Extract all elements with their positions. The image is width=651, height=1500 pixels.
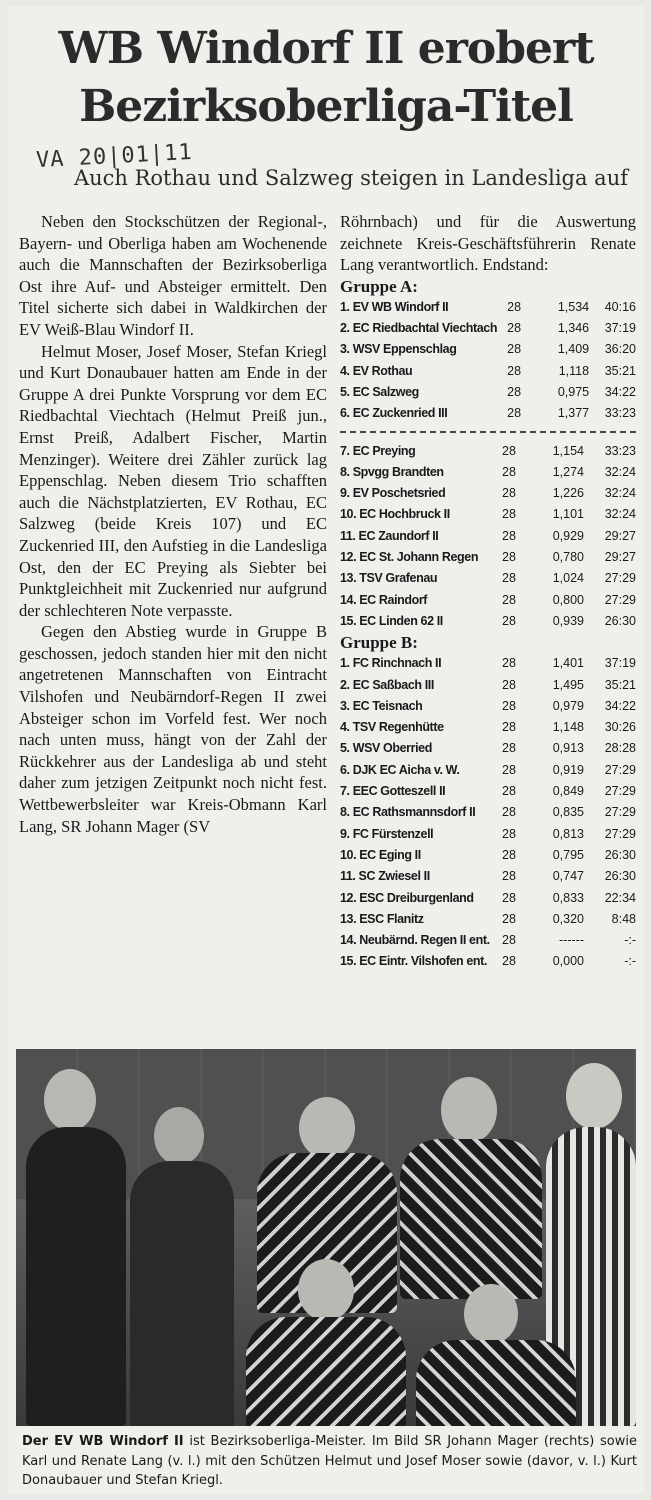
standings-score: ------ [559,933,584,948]
standings-games: 28 [502,784,516,799]
standings-row [340,547,636,568]
team-photo [16,1049,636,1426]
standings-points: 27:29 [604,805,636,820]
article-paragraph: Gegen den Abstieg wurde in Gruppe B geschossen, jedoch standen hier mit den nicht angetretenen Mannschaften von Eintracht Vilshofen und Neubärndorf-Regen II zwei Absteiger schon im Vorfeld fest. Wer noch nach unten muss, hängt von der Zahl der Rückkehrer aus der Landesliga ab und steht daher zum jetzigen Zeitpunkt noch nicht fest. Wettbewerbsleiter war Kreis-Obmann Karl Lang, SR Johann Mager (SV [19,622,327,836]
standings-points: 37:19 [604,321,636,336]
standings-row [340,568,636,589]
promotion-divider [340,431,636,433]
standings-row [340,339,636,360]
standings-row [340,866,636,887]
standings-score: 1,226 [552,486,584,501]
standings-games: 28 [502,443,516,458]
standings-points: 30:26 [604,720,636,735]
headline-line-2: Bezirksoberliga-Titel [79,81,573,132]
standings-row [340,824,636,845]
standings-row [340,675,636,696]
standings-row [340,802,636,823]
person-karl-lang [26,1059,126,1426]
standings-row [340,361,636,382]
standings-score: 0,835 [552,805,584,820]
standings-points: 26:30 [604,869,636,884]
standings-score: 0,849 [552,784,584,799]
group-a-lower-table [340,441,636,633]
standings-row [340,382,636,403]
standings-score: 1,154 [552,443,584,458]
standings-row [340,760,636,781]
standings-team: 9. EV Poschetsried [340,486,446,501]
standings-team: 8. EC Rathsmannsdorf II [340,805,476,820]
standings-games: 28 [502,805,516,820]
standings-score: 1,148 [552,720,584,735]
standings-score: 1,377 [557,406,590,421]
standings-points: 40:16 [604,299,636,314]
photo-caption [22,1432,637,1491]
standings-row [340,590,636,611]
standings-team: 14. EC Raindorf [340,592,428,607]
group-b-table [340,653,636,972]
standings-points: 26:30 [604,847,636,862]
standings-score: 0,813 [552,826,584,841]
standings-points: -:- [624,933,636,948]
standings-row [340,403,636,424]
standings-row [340,696,636,717]
standings-games: 28 [507,384,522,399]
standings-row [340,951,636,972]
standings-score: 0,000 [552,954,584,969]
standings-points: 29:27 [604,528,636,543]
standings-row [340,611,636,632]
standings-team: 7. EEC Gotteszell II [340,784,446,799]
standings-row [340,717,636,738]
standings-score: 1,534 [557,299,590,314]
standings-games: 28 [502,741,516,756]
standings-team: 11. EC Zaundorf II [340,528,439,543]
standings-score: 1,024 [552,571,584,586]
article-paragraph: Neben den Stockschützen der Regional-, Bayern- und Oberliga haben am Wochenende auch die Mannschaften der Bezirksoberliga Ost ihre Auf- und Absteiger ermittelt. Den Titel sicherte sich dabei in Waldkirchen der EV Weiß-Blau Windorf II. [19,212,327,339]
standings-team: 2. EC Riedbachtal Viechtach [340,321,498,336]
standings-row [340,888,636,909]
caption-text: ist Bezirksoberliga-Meister. Im Bild SR Johann Mager (rechts) sowie Karl und Renate Lang (v. l.) mit den Schützen Helmut und Josef Moser sowie (davor, v. l.) Kurt Donaubauer und Stefan Kriegl. [22,1434,637,1488]
standings-team: 10. EC Eging II [340,847,421,862]
standings-points: 36:20 [604,342,636,357]
standings-team: 15. EC Eintr. Vilshofen ent. [340,954,487,969]
standings-points: 37:19 [604,656,636,671]
person-kurt-donaubauer [246,1259,406,1426]
standings-games: 28 [502,933,516,948]
standings-row [340,845,636,866]
standings-team: 4. TSV Regenhütte [340,720,444,735]
article-column-right [340,211,636,973]
standings-score: 0,975 [557,384,590,399]
standings-points: 27:29 [604,826,636,841]
standings-team: 6. DJK EC Aicha v. W. [340,762,460,777]
standings-team: 10. EC Hochbruck II [340,507,450,522]
standings-row [340,318,636,339]
standings-games: 28 [502,762,516,777]
standings-team: 12. EC St. Johann Regen [340,550,479,565]
standings-score: 0,919 [552,762,584,777]
standings-score: 1,274 [552,464,584,479]
standings-team: 7. EC Preying [340,443,416,458]
standings-team: 5. WSV Oberried [340,741,432,756]
standings-games: 28 [507,321,522,336]
standings-score: 0,780 [552,550,584,565]
standings-score: 0,747 [552,869,584,884]
standings-team: 14. Neubärnd. Regen II ent. [340,933,490,948]
handwritten-date-note: VA 20|01|11 [35,139,194,174]
standings-score: 0,979 [552,698,584,713]
headline-line-1: WB Windorf II erobert [58,23,594,74]
standings-points: 35:21 [604,363,636,378]
newspaper-clipping [8,6,644,1494]
standings-games: 28 [502,592,516,607]
standings-row [340,909,636,930]
article-continuation: Röhrnbach) und für die Auswertung zeichnete Kreis-Geschäftsführerin Renate Lang verantwortlich. Endstand: [340,212,636,275]
standings-row [340,738,636,759]
standings-team: 5. EC Salzweg [340,384,419,399]
standings-row [340,781,636,802]
standings-score: 0,833 [552,890,584,905]
standings-team: 12. ESC Dreiburgenland [340,890,474,905]
person-renate-lang [126,1099,236,1426]
standings-games: 28 [502,677,516,692]
standings-team: 9. FC Fürstenzell [340,826,434,841]
standings-points: 27:29 [604,784,636,799]
article-column-left [19,211,327,837]
standings-team: 13. ESC Flanitz [340,911,424,926]
standings-score: 0,800 [552,592,584,607]
standings-row [340,462,636,483]
standings-points: 8:48 [611,911,636,926]
standings-team: 2. EC Saßbach III [340,677,434,692]
standings-team: 4. EV Rothau [340,363,413,378]
standings-score: 1,401 [552,656,584,671]
group-b-title: Gruppe B: [340,633,418,653]
standings-score: 0,320 [552,911,584,926]
standings-row [340,653,636,674]
standings-points: -:- [624,954,636,969]
standings-points: 27:29 [604,762,636,777]
standings-games: 28 [502,550,516,565]
standings-points: 33:23 [604,443,636,458]
standings-games: 28 [502,698,516,713]
standings-games: 28 [502,826,516,841]
standings-points: 26:30 [604,613,636,628]
standings-team: 6. EC Zuckenried III [340,406,448,421]
standings-row [340,441,636,462]
standings-games: 28 [507,363,522,378]
standings-score: 1,495 [552,677,584,692]
standings-row [340,504,636,525]
standings-points: 35:21 [604,677,636,692]
standings-games: 28 [502,954,516,969]
standings-games: 28 [502,847,516,862]
standings-points: 32:24 [604,486,636,501]
standings-games: 28 [502,613,516,628]
standings-points: 27:29 [604,571,636,586]
standings-score: 1,346 [557,321,590,336]
standings-points: 27:29 [604,592,636,607]
standings-games: 28 [502,911,516,926]
standings-team: 8. Spvgg Brandten [340,464,444,479]
caption-bold-lead: Der EV WB Windorf II [22,1434,184,1449]
standings-team: 3. WSV Eppenschlag [340,342,457,357]
standings-games: 28 [507,342,522,357]
standings-team: 15. EC Linden 62 II [340,613,443,628]
standings-points: 33:23 [604,406,636,421]
standings-score: 0,795 [552,847,584,862]
standings-row [340,526,636,547]
standings-row [340,483,636,504]
standings-score: 0,939 [552,613,584,628]
subheadline: Auch Rothau und Salzweg steigen in Landesliga auf [73,166,628,190]
standings-score: 1,409 [557,342,590,357]
group-a-upper-table [340,297,636,425]
standings-games: 28 [502,571,516,586]
group-a-title: Gruppe A: [340,276,418,296]
standings-games: 28 [502,869,516,884]
standings-row [340,297,636,318]
standings-points: 34:22 [604,384,636,399]
standings-points: 29:27 [604,550,636,565]
standings-games: 28 [502,890,516,905]
standings-games: 28 [502,486,516,501]
standings-points: 34:22 [604,698,636,713]
standings-games: 28 [502,507,516,522]
standings-score: 0,929 [552,528,584,543]
standings-games: 28 [502,720,516,735]
standings-points: 32:24 [604,464,636,479]
standings-team: 1. EV WB Windorf II [340,299,449,314]
standings-games: 28 [502,656,516,671]
standings-points: 28:28 [604,741,636,756]
person-stefan-kriegl [416,1284,576,1426]
standings-games: 28 [502,464,516,479]
standings-score: 0,913 [552,741,584,756]
standings-games: 28 [502,528,516,543]
standings-points: 32:24 [604,507,636,522]
standings-games: 28 [507,299,522,314]
standings-games: 28 [507,406,522,421]
article-paragraph: Helmut Moser, Josef Moser, Stefan Kriegl und Kurt Donaubauer hatten am Ende in der Gruppe A drei Punkte Vorsprung vor dem EC Riedbachtal Viechtach (Helmut Preiß jun., Ernst Preiß, Adalbert Fischer, Martin Menzinger). Weitere drei Zähler zurück lag Eppenschlag. Neben diesem Trio schafften auch die Nächstplatzierten, EV Rothau, EC Salzweg (beide Kreis 107) und EC Zuckenried III, den Aufstieg in die Landesliga Ost, den der EC Preying als Siebter bei Punktgleichheit mit Zuckenried nur aufgrund der schlechteren Note verpasste. [19,341,327,620]
standings-points: 22:34 [604,890,636,905]
standings-row [340,930,636,951]
standings-team: 11. SC Zwiesel II [340,869,430,884]
standings-team: 1. FC Rinchnach II [340,656,442,671]
standings-score: 1,101 [552,507,584,522]
standings-score: 1,118 [558,363,590,378]
standings-team: 13. TSV Grafenau [340,571,438,586]
standings-team: 3. EC Teisnach [340,698,423,713]
